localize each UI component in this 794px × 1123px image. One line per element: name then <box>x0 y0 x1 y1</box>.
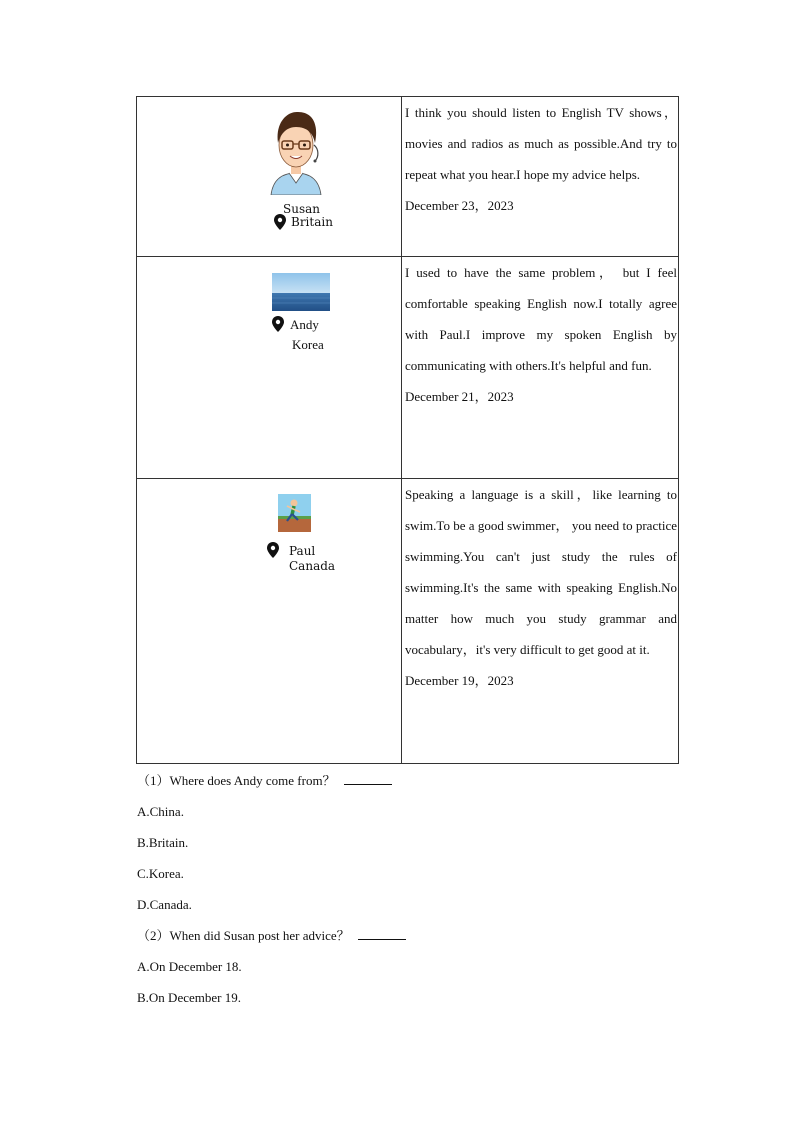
poster-name: Andy <box>290 317 319 332</box>
poster-country: Britain <box>291 215 333 229</box>
option-a[interactable]: A.China. <box>137 804 184 819</box>
post-text: Speaking a language is a skill，like learning to swim.To be a good swimmer， you need to practice swimming.You can't just study the rules of swimming.It's the same with speaking English.No matter how much you study grammar and vocabulary，it's very difficult to get good at it. <box>405 487 677 657</box>
post-cell-andy <box>402 257 679 479</box>
profile-cell-susan <box>137 97 402 257</box>
option-b[interactable]: B.On December 19. <box>137 990 241 1005</box>
post-cell-paul <box>402 479 679 764</box>
post-date: December 19，2023 <box>405 673 514 688</box>
poster-name: Susan <box>283 202 320 216</box>
question-stem: （2）When did Susan post her advice？ <box>137 928 350 943</box>
post-cell-susan <box>402 97 679 257</box>
avatar <box>278 494 311 532</box>
option-d[interactable]: D.Canada. <box>137 897 192 912</box>
table-row <box>137 97 679 257</box>
question-1 <box>137 765 677 796</box>
question-2 <box>137 920 677 951</box>
poster-name: Paul <box>289 544 316 558</box>
post-date: December 21，2023 <box>405 389 514 404</box>
question-stem: （1）Where does Andy come from？ <box>137 773 336 788</box>
advice-table <box>136 96 679 764</box>
map-pin-icon <box>273 213 287 231</box>
map-pin-icon <box>266 541 280 559</box>
post-text: I used to have the same problem， but I feel comfortable speaking English now.I totally agree with Paul.I improve my spoken English by communicating with others.It's helpful and fun. <box>405 265 677 373</box>
answer-blank[interactable] <box>358 926 406 940</box>
post-date: December 23，2023 <box>405 198 514 213</box>
avatar <box>272 273 330 311</box>
post-text: I think you should listen to English TV shows，movies and radios as much as possible.And try to repeat what you hear.I hope my advice helps. <box>405 105 677 182</box>
poster-country: Canada <box>289 559 336 573</box>
map-pin-icon <box>271 315 285 333</box>
option-c[interactable]: C.Korea. <box>137 866 184 881</box>
table-row <box>137 479 679 764</box>
answer-blank[interactable] <box>344 771 392 785</box>
option-a[interactable]: A.On December 18. <box>137 959 242 974</box>
questions-section <box>137 765 677 1013</box>
option-b[interactable]: B.Britain. <box>137 835 189 850</box>
profile-cell-andy <box>137 257 402 479</box>
avatar <box>265 109 327 195</box>
profile-cell-paul <box>137 479 402 764</box>
poster-country: Korea <box>292 337 324 352</box>
table-row <box>137 257 679 479</box>
